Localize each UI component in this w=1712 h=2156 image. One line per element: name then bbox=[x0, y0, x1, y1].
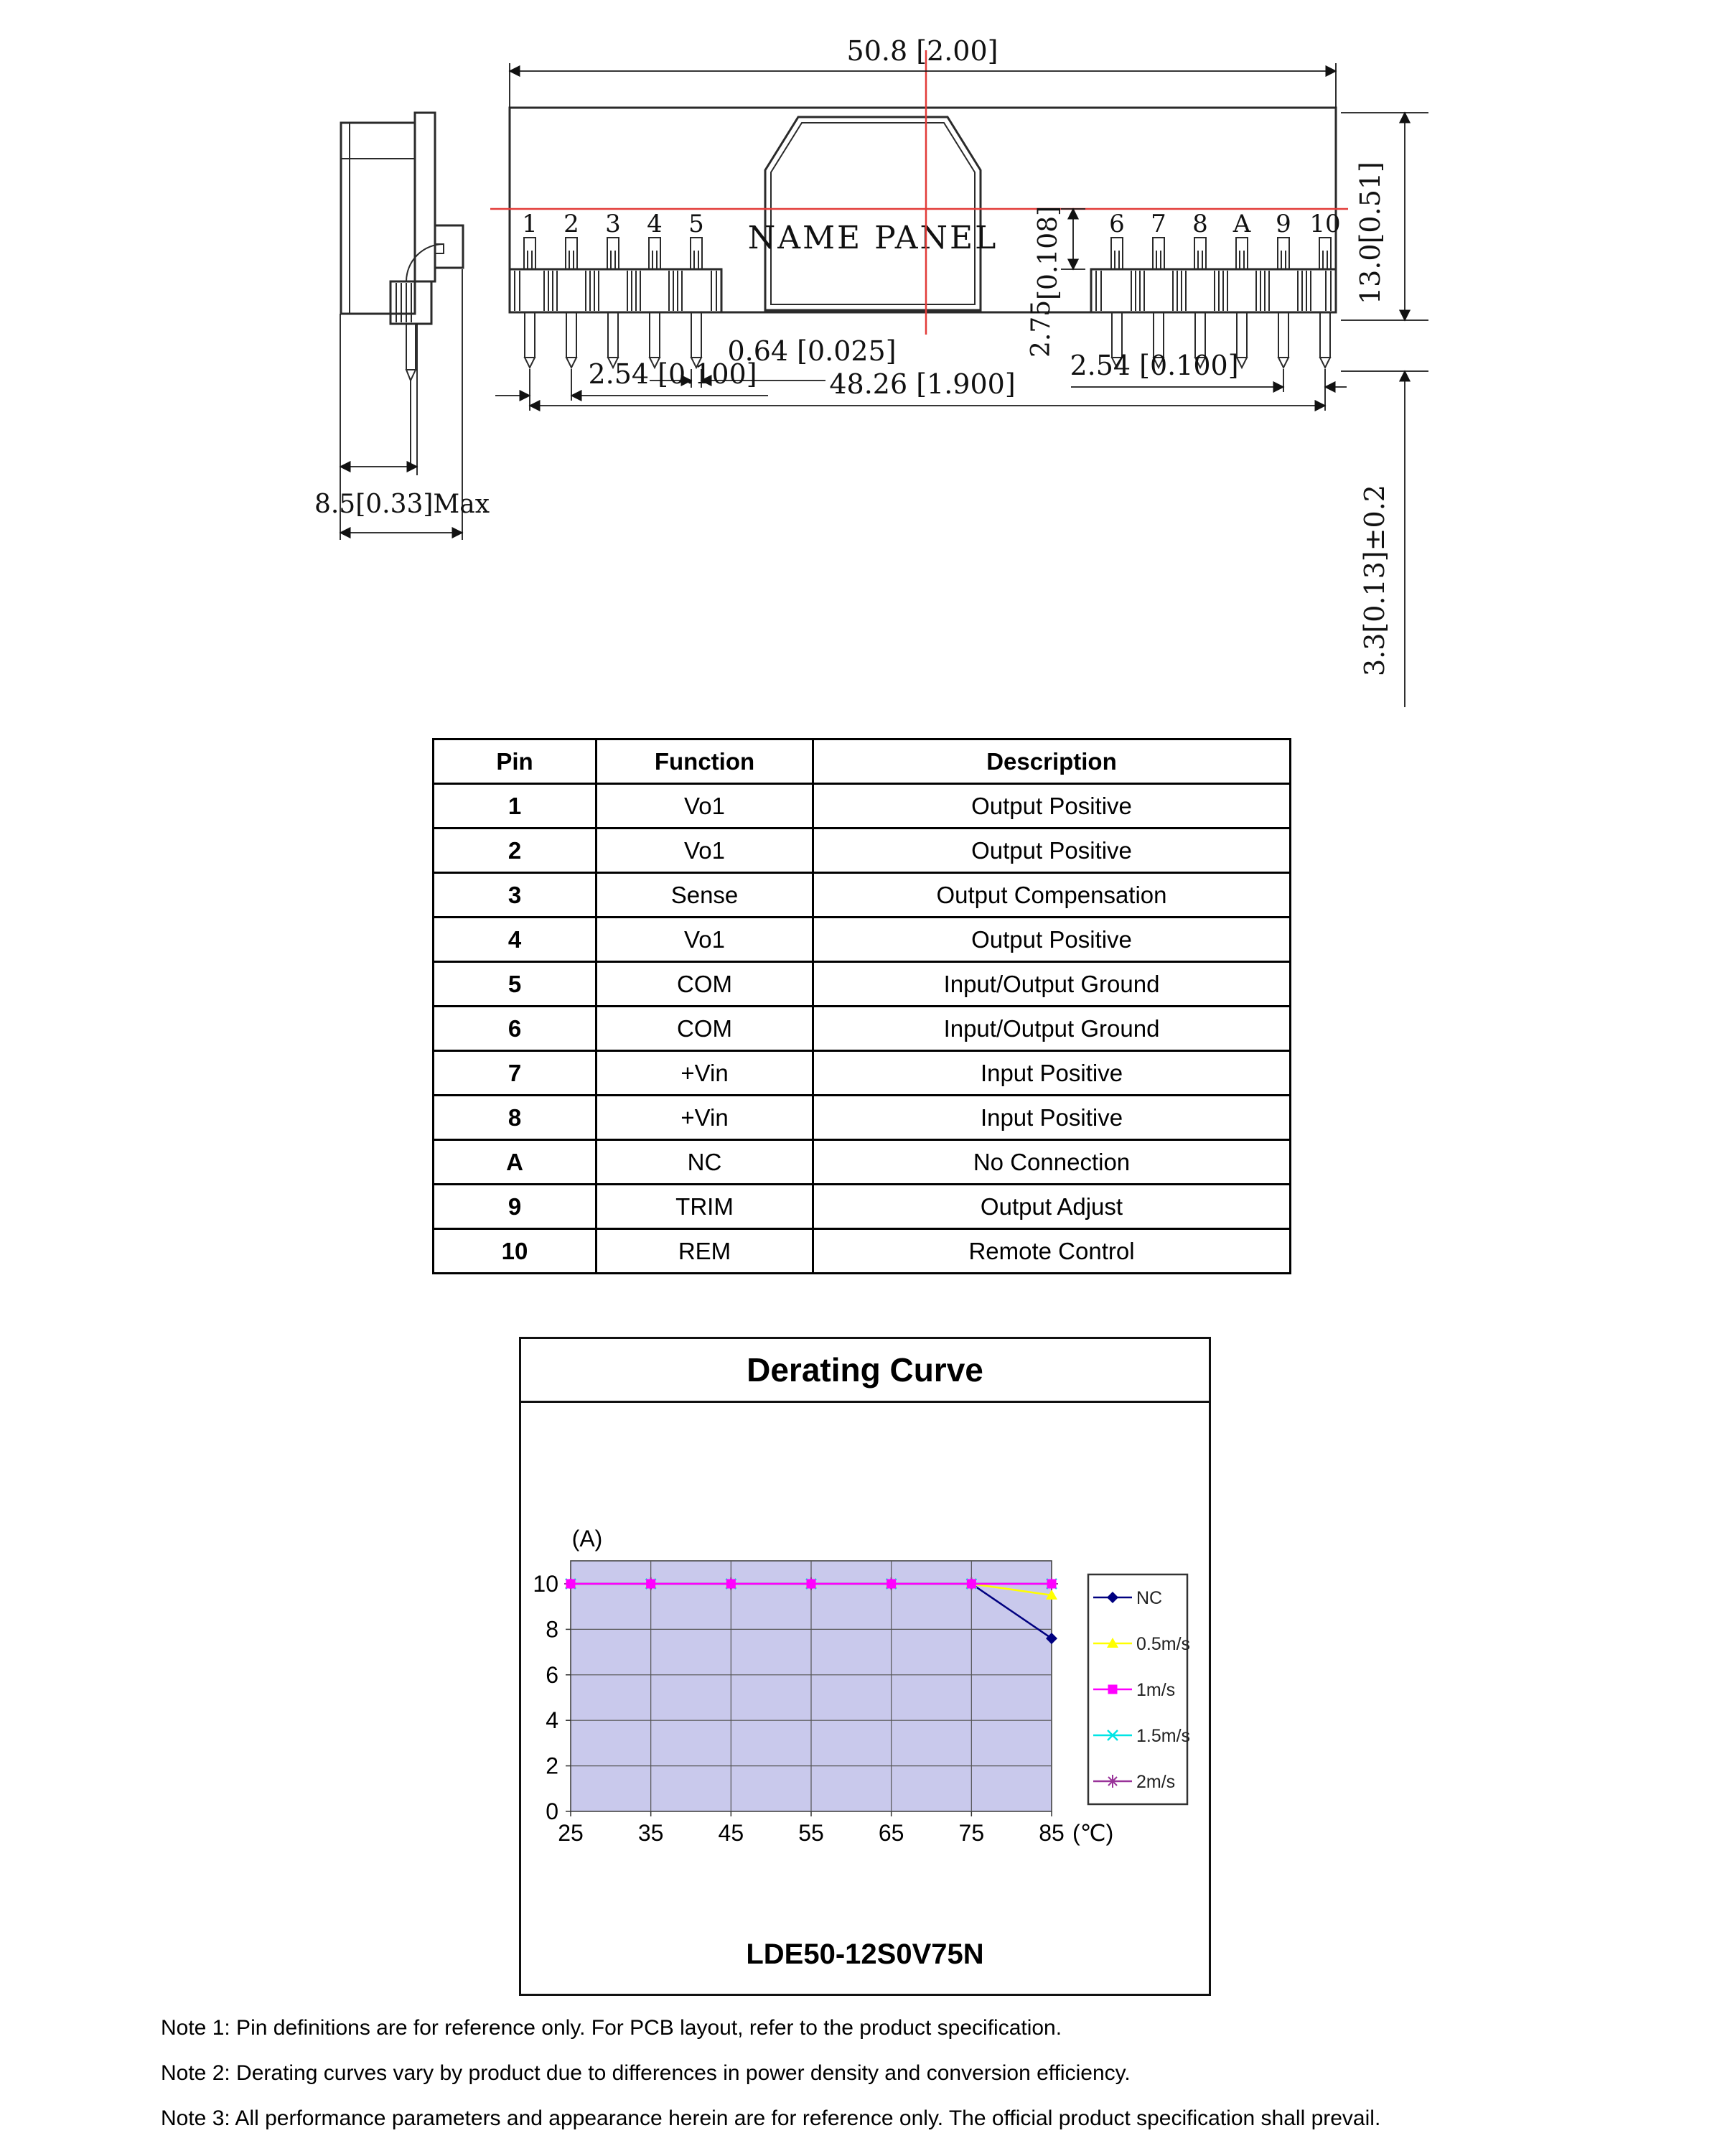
pin bbox=[605, 210, 621, 368]
cell-description: Output Compensation bbox=[813, 873, 1291, 918]
header-pin: Pin bbox=[434, 739, 597, 784]
svg-text:6: 6 bbox=[546, 1661, 558, 1688]
notes-section bbox=[161, 2015, 1596, 2150]
table-row bbox=[434, 784, 1291, 829]
derating-curve-chart bbox=[521, 1403, 1209, 1905]
dimensions bbox=[495, 35, 1428, 707]
cell-pin: 6 bbox=[434, 1007, 597, 1051]
pin-function-table bbox=[432, 738, 1291, 1274]
cell-function: Sense bbox=[597, 873, 813, 918]
cell-function: Vo1 bbox=[597, 829, 813, 873]
dim-span: 48.26 [1.900] bbox=[829, 368, 1016, 400]
dim-pitch-left: 2.54 [0.100] bbox=[588, 358, 757, 390]
table-row bbox=[434, 918, 1291, 962]
cell-function: Vo1 bbox=[597, 784, 813, 829]
cell-function: COM bbox=[597, 962, 813, 1007]
dim-standoff: 3.3[0.13]±0.2 bbox=[1359, 485, 1390, 676]
header-function: Function bbox=[597, 739, 813, 784]
pin-number: 8 bbox=[1192, 210, 1208, 238]
svg-text:65: 65 bbox=[878, 1820, 904, 1846]
svg-text:10: 10 bbox=[533, 1571, 558, 1597]
pin-number: 3 bbox=[605, 210, 621, 238]
pin-number: 10 bbox=[1309, 210, 1341, 238]
cell-function: TRIM bbox=[597, 1185, 813, 1229]
cell-description: Input Positive bbox=[813, 1096, 1291, 1140]
svg-text:35: 35 bbox=[637, 1820, 664, 1846]
table-header-row bbox=[434, 739, 1291, 784]
legend-label: 0.5m/s bbox=[1136, 1634, 1191, 1654]
pin bbox=[1109, 210, 1125, 368]
pin-number: 4 bbox=[647, 210, 663, 238]
dim-pin-gap-b: [0.108] bbox=[1034, 205, 1063, 300]
cell-pin: 9 bbox=[434, 1185, 597, 1229]
cell-description: Input Positive bbox=[813, 1051, 1291, 1096]
legend-label: 2m/s bbox=[1136, 1772, 1176, 1792]
svg-text:4: 4 bbox=[546, 1707, 558, 1734]
cell-function: Vo1 bbox=[597, 918, 813, 962]
dim-height-right: 13.0[0.51] bbox=[1355, 162, 1386, 304]
cell-description: No Connection bbox=[813, 1140, 1291, 1185]
pin-number: 5 bbox=[688, 210, 704, 238]
cell-description: Input/Output Ground bbox=[813, 962, 1291, 1007]
legend-label: NC bbox=[1136, 1588, 1163, 1608]
svg-text:25: 25 bbox=[558, 1820, 584, 1846]
legend-label: 1m/s bbox=[1136, 1680, 1176, 1700]
svg-text:85: 85 bbox=[1039, 1820, 1065, 1846]
dim-pitch-right: 2.54 [0.100] bbox=[1070, 350, 1239, 381]
svg-text:2: 2 bbox=[546, 1753, 558, 1779]
table-row bbox=[434, 873, 1291, 918]
module-body bbox=[510, 108, 1336, 312]
pin-number: 2 bbox=[563, 210, 579, 238]
svg-text:8: 8 bbox=[546, 1616, 558, 1643]
dim-width-top: 50.8 [2.00] bbox=[846, 35, 998, 67]
cell-description: Remote Control bbox=[813, 1229, 1291, 1274]
cell-description: Output Positive bbox=[813, 918, 1291, 962]
cell-description: Output Positive bbox=[813, 829, 1291, 873]
cell-pin: 10 bbox=[434, 1229, 597, 1274]
cell-pin: 4 bbox=[434, 918, 597, 962]
pin bbox=[563, 210, 579, 368]
note-1: Note 1: Pin definitions are for reference only. For PCB layout, refer to the product specification. bbox=[161, 2016, 1062, 2040]
side-view bbox=[314, 113, 490, 540]
dim-pin-gap-a: 2.75 bbox=[1026, 299, 1056, 358]
pin-number: 1 bbox=[522, 210, 538, 238]
cell-pin: 2 bbox=[434, 829, 597, 873]
cell-function: +Vin bbox=[597, 1096, 813, 1140]
svg-text:(℃): (℃) bbox=[1072, 1820, 1114, 1846]
pin-number: 7 bbox=[1151, 210, 1166, 238]
cell-description: Output Positive bbox=[813, 784, 1291, 829]
header-description: Description bbox=[813, 739, 1291, 784]
pin bbox=[522, 210, 538, 368]
pin bbox=[1232, 210, 1251, 368]
svg-text:(A): (A) bbox=[571, 1526, 603, 1551]
front-view bbox=[490, 50, 1348, 368]
mechanical-drawing bbox=[0, 0, 1712, 725]
pin bbox=[1151, 210, 1166, 368]
svg-text:0: 0 bbox=[546, 1798, 558, 1824]
cell-function: NC bbox=[597, 1140, 813, 1185]
table-row bbox=[434, 1007, 1291, 1051]
svg-text:55: 55 bbox=[798, 1820, 824, 1846]
table-row bbox=[434, 1051, 1291, 1096]
pin bbox=[1192, 210, 1208, 368]
legend-label: 1.5m/s bbox=[1136, 1726, 1191, 1746]
table-row bbox=[434, 1140, 1291, 1185]
cell-pin: 7 bbox=[434, 1051, 597, 1096]
cell-function: +Vin bbox=[597, 1051, 813, 1096]
cell-pin: A bbox=[434, 1140, 597, 1185]
cell-function: REM bbox=[597, 1229, 813, 1274]
svg-text:45: 45 bbox=[718, 1820, 744, 1846]
name-panel-outline bbox=[765, 117, 981, 310]
chart-model-label: LDE50-12S0V75N bbox=[746, 1938, 984, 1970]
cell-description: Output Adjust bbox=[813, 1185, 1291, 1229]
table-row bbox=[434, 1185, 1291, 1229]
pin-number: 6 bbox=[1109, 210, 1125, 238]
pin-number: 9 bbox=[1276, 210, 1291, 238]
pin bbox=[688, 210, 704, 368]
table-row bbox=[434, 829, 1291, 873]
cell-pin: 8 bbox=[434, 1096, 597, 1140]
derating-curve-panel bbox=[519, 1337, 1211, 1996]
cell-description: Input/Output Ground bbox=[813, 1007, 1291, 1051]
name-panel-label: NAME PANEL bbox=[747, 220, 998, 256]
note-3: Note 3: All performance parameters and appearance herein are for reference only. The official product specification shall prevail. bbox=[161, 2106, 1381, 2130]
plot bbox=[571, 1561, 1052, 1811]
cell-function: COM bbox=[597, 1007, 813, 1051]
dim-pin-width: 0.64 [0.025] bbox=[727, 335, 897, 367]
pin bbox=[1276, 210, 1291, 368]
dim-side-depth: 8.5[0.33]Max bbox=[314, 490, 490, 519]
cell-pin: 3 bbox=[434, 873, 597, 918]
pin-header-left bbox=[510, 269, 721, 312]
pin-header-right bbox=[1091, 269, 1336, 312]
pin bbox=[647, 210, 663, 368]
cell-pin: 1 bbox=[434, 784, 597, 829]
chart-legend bbox=[1088, 1574, 1190, 1804]
svg-text:75: 75 bbox=[958, 1820, 985, 1846]
cell-pin: 5 bbox=[434, 962, 597, 1007]
note-2: Note 2: Derating curves vary by product due to differences in power density and conversion efficiency. bbox=[161, 2061, 1131, 2085]
table-row bbox=[434, 962, 1291, 1007]
table-row bbox=[434, 1229, 1291, 1274]
chart-title: Derating Curve bbox=[521, 1339, 1209, 1403]
table-row bbox=[434, 1096, 1291, 1140]
pin-number: A bbox=[1232, 210, 1251, 238]
